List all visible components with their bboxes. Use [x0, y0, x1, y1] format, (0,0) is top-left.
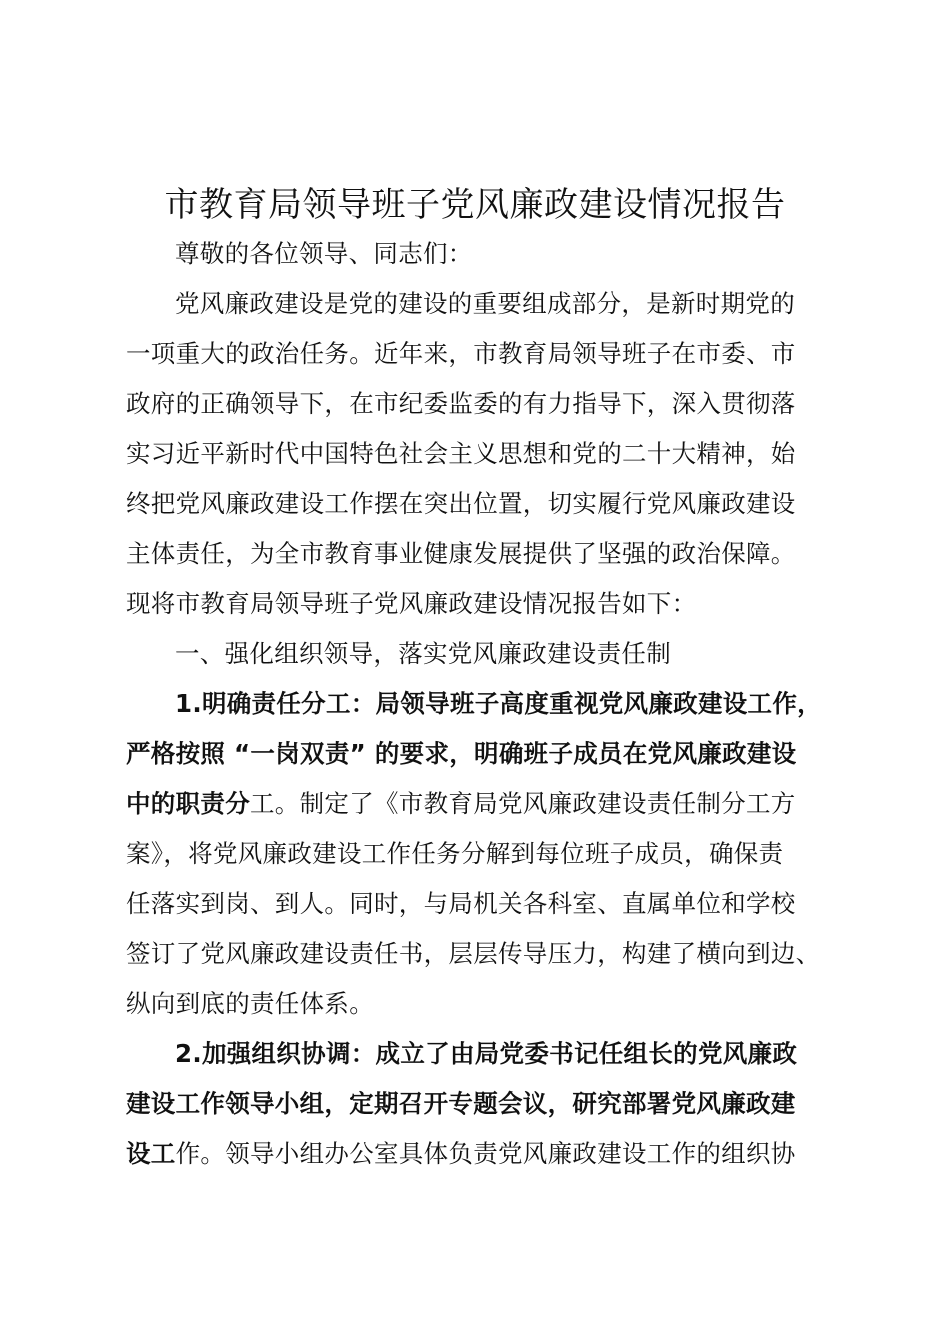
item1-regular-fragment: 工。制定了《市教育局党风廉政建设责任制分工方	[250, 789, 796, 818]
intro-line: 实习近平新时代中国特色社会主义思想和党的二十大精神，始	[126, 439, 796, 468]
item1-bold-fragment: 中的职责分	[126, 789, 250, 818]
intro-line: 党风廉政建设是党的建设的重要组成部分，是新时期党的	[175, 289, 795, 318]
document-title: 市教育局领导班子党风廉政建设情况报告	[164, 185, 786, 225]
section-heading: 一、强化组织领导，落实党风廉政建设责任制	[175, 639, 671, 668]
intro-line: 政府的正确领导下，在市纪委监委的有力指导下，深入贯彻落	[126, 389, 796, 418]
item1-bold-line: 1.明确责任分工：局领导班子高度重视党风廉政建设工作，	[175, 689, 822, 718]
item1-bold-line: 严格按照 “一岗双责” 的要求，明确班子成员在党风廉政建设	[126, 739, 797, 768]
item2-bold-fragment: 设工	[126, 1139, 176, 1168]
item1-mixed-line	[126, 786, 796, 822]
item1-line: 纵向到底的责任体系。	[126, 989, 374, 1018]
intro-line: 一项重大的政治任务。近年来，市教育局领导班子在市委、市	[126, 339, 796, 368]
item1-line: 案》，将党风廉政建设工作任务分解到每位班子成员，确保责	[126, 839, 784, 868]
item2-bold-line: 建设工作领导小组，定期召开专题会议，研究部署党风廉政建	[126, 1089, 796, 1118]
item2-regular-fragment: 作。领导小组办公室具体负责党风廉政建设工作的组织协	[175, 1139, 796, 1168]
intro-line: 终把党风廉政建设工作摆在突出位置，切实履行党风廉政建设	[126, 489, 796, 518]
greeting: 尊敬的各位领导、同志们：	[175, 239, 473, 268]
item1-line: 任落实到岗、到人。同时，与局机关各科室、直属单位和学校	[126, 889, 796, 918]
intro-line: 现将市教育局领导班子党风廉政建设情况报告如下：	[126, 589, 697, 618]
item2-bold-line: 2.加强组织协调：成立了由局党委书记任组长的党风廉政	[175, 1039, 798, 1068]
item2-mixed-line	[126, 1136, 796, 1172]
item1-line: 签订了党风廉政建设责任书，层层传导压力，构建了横向到边、	[126, 939, 821, 968]
intro-line: 主体责任，为全市教育事业健康发展提供了坚强的政治保障。	[126, 539, 796, 568]
